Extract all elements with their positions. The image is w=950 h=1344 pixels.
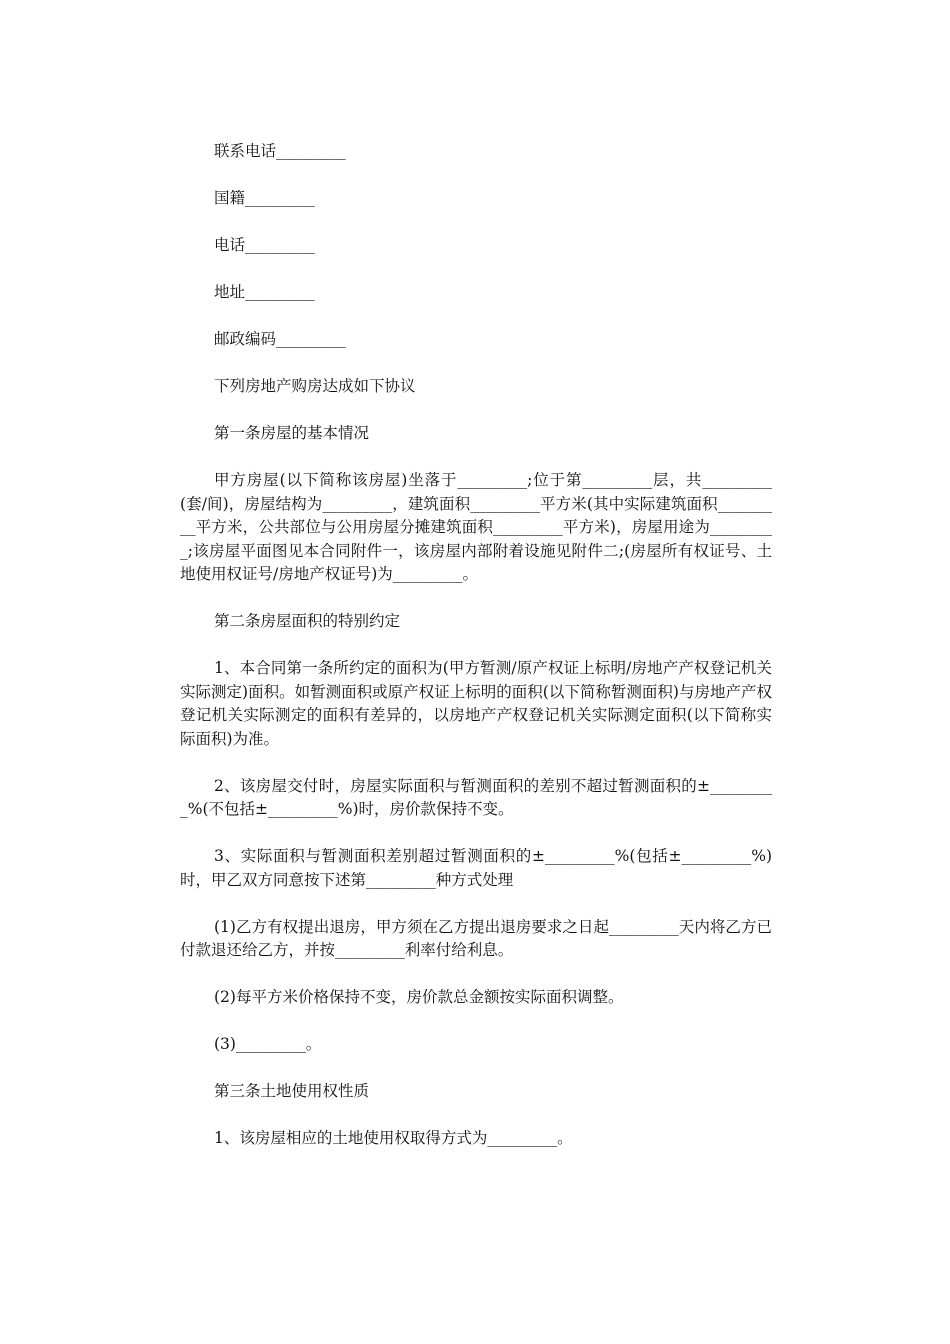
article-2-option-1: (1)乙方有权提出退房，甲方须在乙方提出退房要求之日起_________天内将乙方已付款退还给乙方，并按_________利率付给利息。 [180,917,772,959]
article-2-clause-3: 3、实际面积与暂测面积差别超过暂测面积的±_________%(包括±_________%)时，甲乙双方同意按下述第_________种方式处理 [180,847,772,889]
field-nationality: 国籍_________ [214,189,315,207]
field-address: 地址_________ [214,283,315,301]
field-postal-code: 邮政编码_________ [214,330,346,348]
document-body [180,140,772,1174]
article-1-heading: 第一条房屋的基本情况 [214,424,370,442]
article-1-body: 甲方房屋(以下简称该房屋)坐落于_________;位于第_________层，共_________(套/间)，房屋结构为_________，建筑面积_________平方米(其中实际建筑面积_________平方米，公共部位与公用房屋分摊建筑面积_________平方米)，房屋用途为_________;该房屋平面图见本合同附件一，该房屋内部附着设施见附件二;(房屋所有权证号、土地使用权证号/房地产权证号)为_________。 [180,471,772,583]
field-phone: 电话_________ [214,236,315,254]
agreement-intro: 下列房地产购房达成如下协议 [214,377,416,395]
article-3-heading: 第三条土地使用权性质 [214,1082,370,1100]
field-contact-phone: 联系电话_________ [214,142,346,160]
article-2-heading: 第二条房屋面积的特别约定 [214,612,401,630]
article-2-option-3: (3)_________。 [214,1035,322,1053]
article-2-clause-1: 1、本合同第一条所约定的面积为(甲方暂测/原产权证上标明/房地产产权登记机关实际测定)面积。如暂测面积或原产权证上标明的面积(以下简称暂测面积)与房地产产权登记机关实际测定的面积有差异的，以房地产产权登记机关实际测定面积(以下简称实际面积)为准。 [180,659,772,748]
article-3-clause-1: 1、该房屋相应的土地使用权取得方式为_________。 [214,1129,573,1147]
article-2-clause-2: 2、该房屋交付时，房屋实际面积与暂测面积的差别不超过暂测面积的±_________%(不包括±_________%)时，房价款保持不变。 [180,776,772,818]
article-2-option-2: (2)每平方米价格保持不变，房价款总金额按实际面积调整。 [214,988,624,1006]
